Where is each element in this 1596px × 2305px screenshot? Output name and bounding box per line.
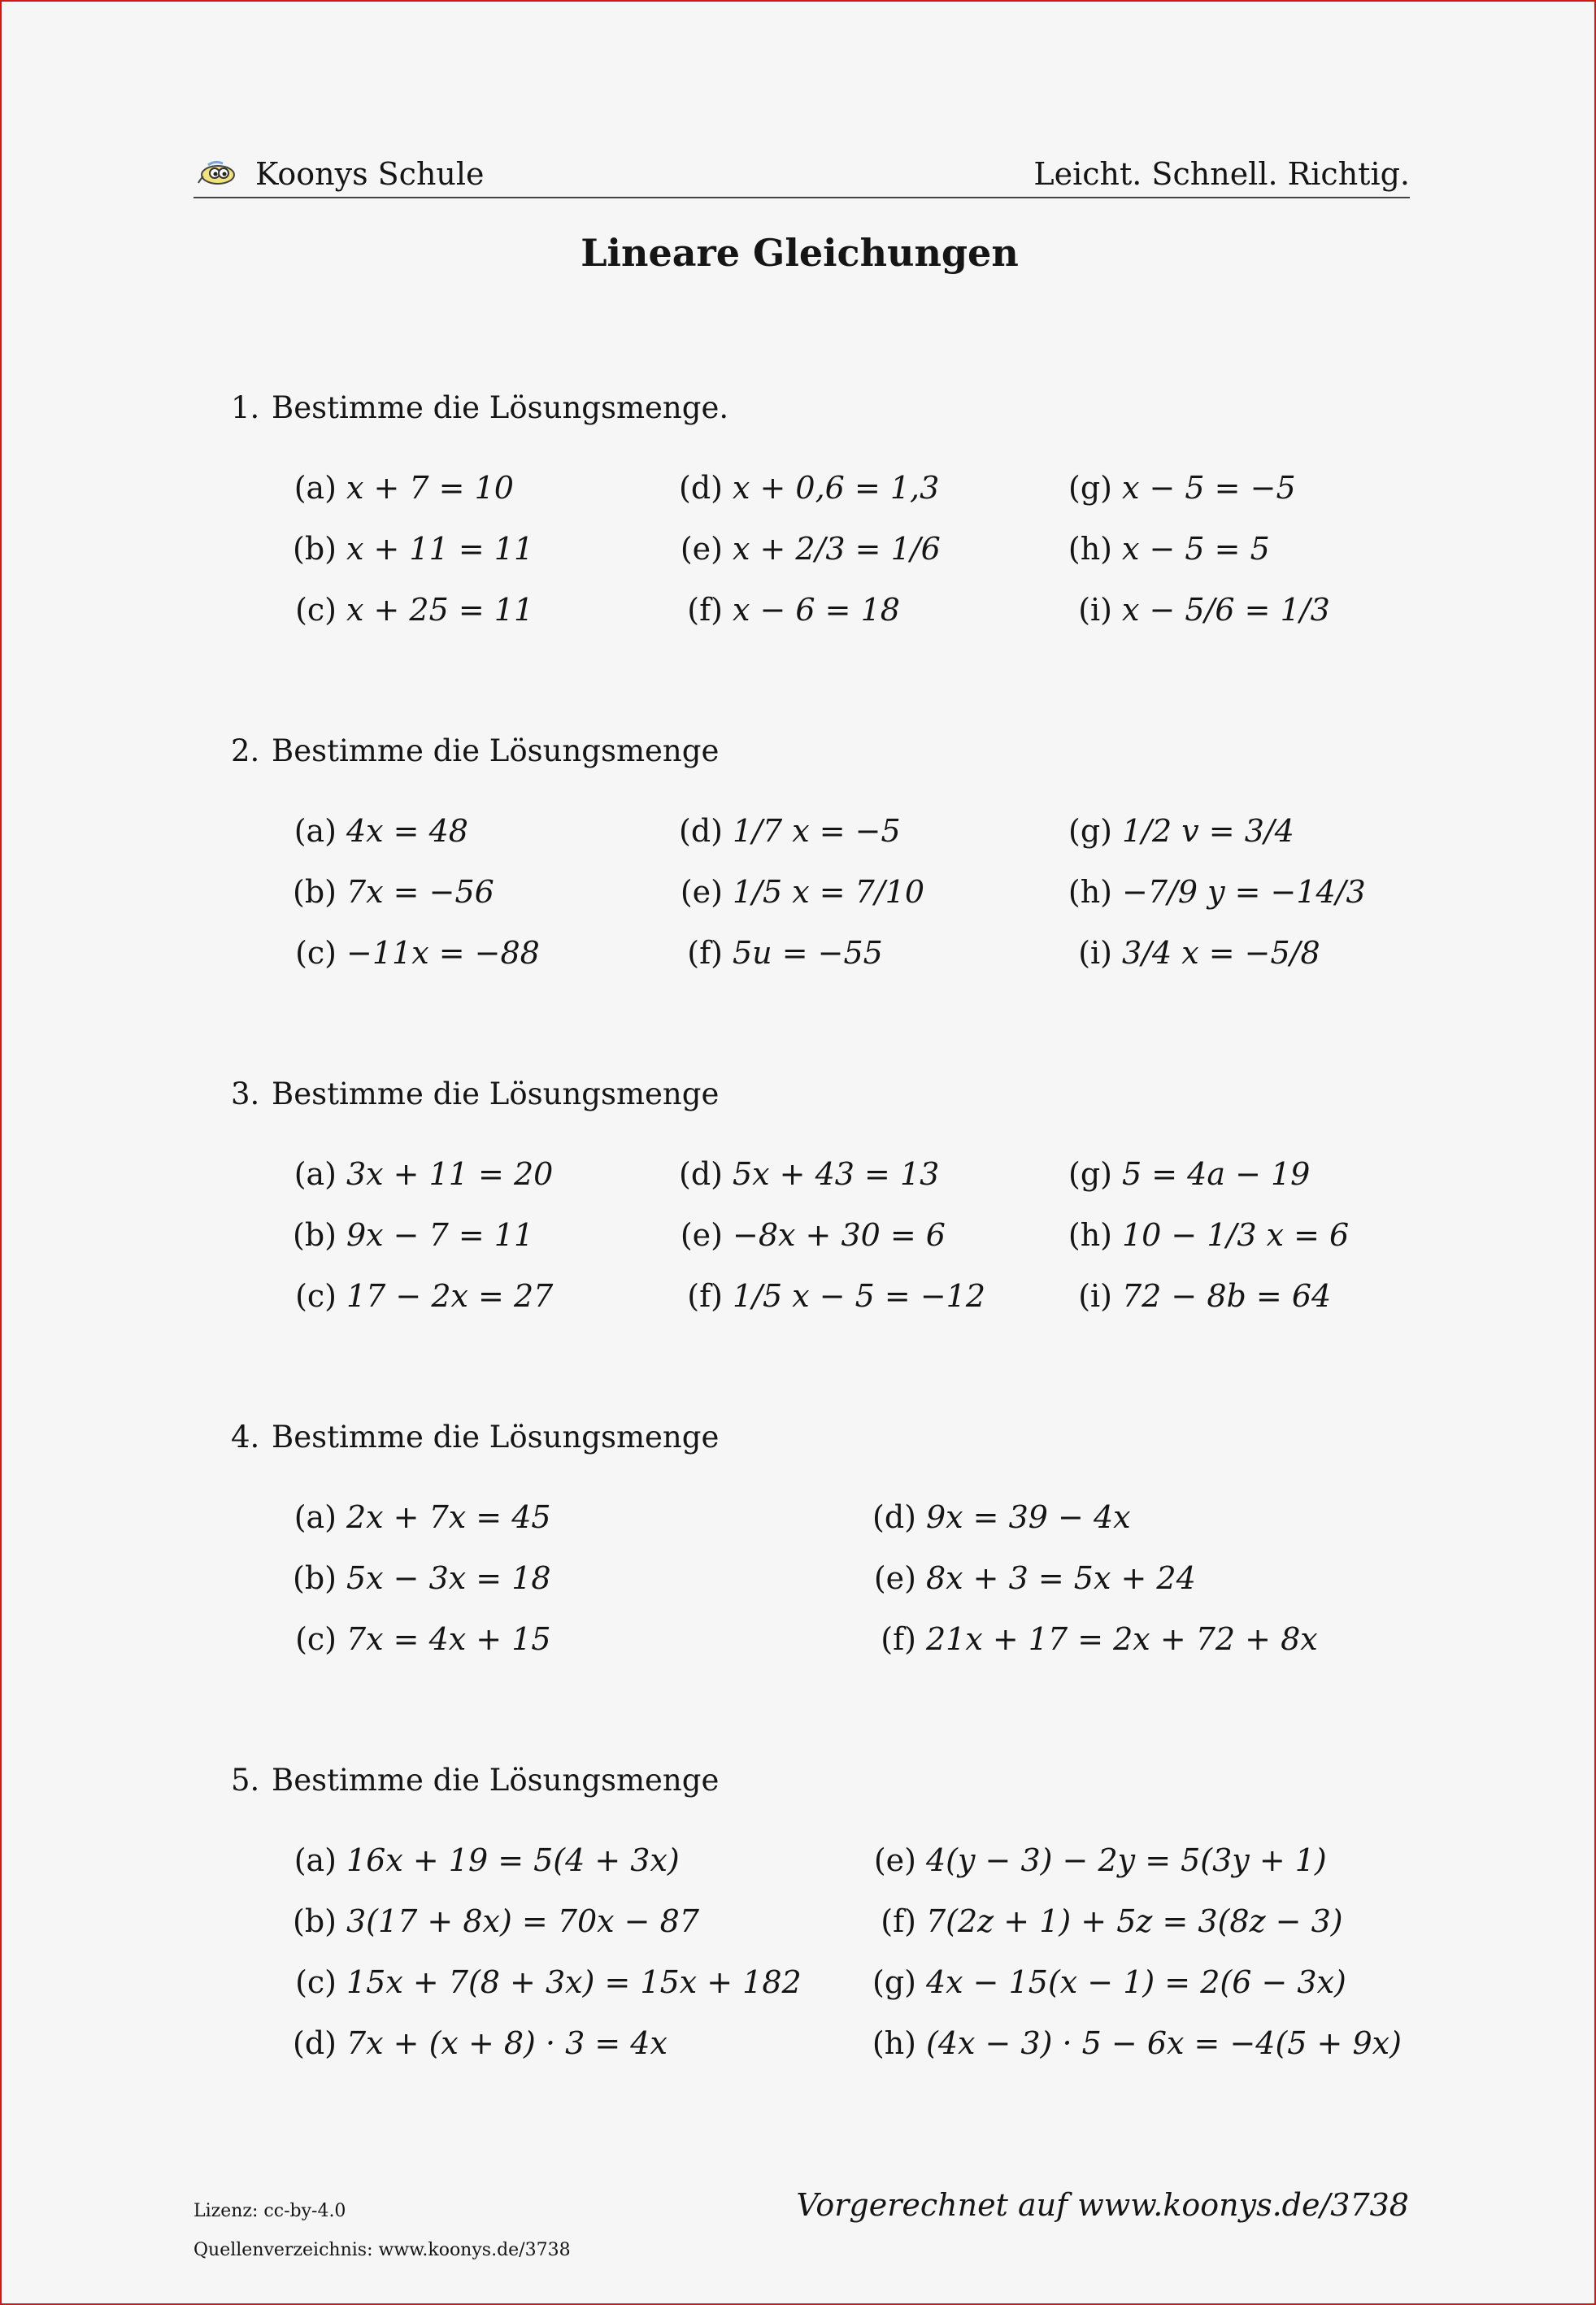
item-label: (b) [293, 1903, 337, 1939]
header-slogan: Leicht. Schnell. Richtig. [1033, 156, 1410, 192]
exercise-text: Bestimme die Lösungsmenge [272, 1763, 720, 1798]
exercise-text: Bestimme die Lösungsmenge. [272, 390, 729, 425]
equation: 9x − 7 = 11 [346, 1217, 534, 1253]
exercise-prompt [231, 1420, 1450, 1468]
equation-item [281, 1156, 553, 1192]
equation: 5x + 43 = 13 [733, 1156, 940, 1192]
equation: x − 5/6 = 1/3 [1122, 592, 1330, 628]
equation-grid [231, 813, 1450, 996]
equation-item [861, 1621, 1318, 1657]
item-label: (f) [881, 1621, 916, 1657]
brand-name: Koonys Schule [255, 156, 485, 192]
equation-item [668, 935, 883, 971]
item-label: (i) [1078, 1278, 1112, 1314]
equation-item [861, 1964, 1346, 2000]
item-label: (e) [680, 531, 723, 567]
exercise-text: Bestimme die Lösungsmenge [272, 1076, 720, 1111]
equation: 17 − 2x = 27 [346, 1278, 554, 1314]
equation: 15x + 7(8 + 3x) = 15x + 182 [346, 1964, 802, 2000]
exercise-4 [231, 1420, 1450, 1682]
equation-grid [231, 1156, 1450, 1339]
equation: 7x + (x + 8) · 3 = 4x [346, 2025, 668, 2061]
item-label: (a) [294, 813, 337, 849]
equation-item [281, 935, 540, 971]
exercise-text: Bestimme die Lösungsmenge [272, 1420, 720, 1455]
item-label: (a) [294, 1499, 337, 1535]
equation-item [281, 1560, 551, 1596]
equation-item [668, 1156, 939, 1192]
equation-item [281, 531, 533, 567]
equation-item [281, 592, 533, 628]
item-label: (c) [295, 592, 337, 628]
exercise-3 [231, 1076, 1450, 1339]
equation-item [1057, 935, 1320, 971]
equation-item [1057, 1278, 1331, 1314]
item-label: (e) [873, 1560, 916, 1596]
equation: 21x + 17 = 2x + 72 + 8x [926, 1621, 1318, 1657]
item-label: (a) [294, 470, 337, 506]
item-label: (g) [1068, 1156, 1112, 1192]
equation-item [281, 1278, 553, 1314]
exercise-1 [231, 390, 1450, 653]
equation: 4x = 48 [346, 813, 468, 849]
item-label: (g) [1068, 470, 1112, 506]
item-label: (g) [872, 1964, 916, 2000]
exercise-prompt [231, 1076, 1450, 1125]
equation: 7x = 4x + 15 [346, 1621, 551, 1657]
item-label: (b) [293, 1217, 337, 1253]
equation-item [668, 1217, 946, 1253]
exercise-2 [231, 733, 1450, 996]
item-label: (h) [1068, 874, 1112, 910]
item-label: (d) [872, 1499, 916, 1535]
item-label: (f) [687, 935, 723, 971]
equation-item [668, 531, 941, 567]
exercise-prompt [231, 390, 1450, 439]
item-label: (i) [1078, 592, 1112, 628]
item-label: (d) [679, 1156, 723, 1192]
item-label: (d) [679, 813, 723, 849]
equation-item [281, 1499, 551, 1535]
exercise-prompt [231, 733, 1450, 782]
item-label: (f) [687, 592, 723, 628]
item-label: (c) [295, 935, 337, 971]
equation-item [861, 2025, 1402, 2061]
equation-item [668, 813, 901, 849]
item-label: (h) [1068, 531, 1112, 567]
equation-item [281, 1903, 699, 1939]
item-label: (a) [294, 1156, 337, 1192]
equation: x + 2/3 = 1/6 [733, 531, 941, 567]
exercise-number: 2. [231, 733, 260, 768]
equation-item [668, 1278, 985, 1314]
equation-grid [231, 1499, 1450, 1682]
page-header [194, 153, 1410, 198]
equation-item [1057, 592, 1330, 628]
equation-item [1057, 470, 1296, 506]
equation: 4x − 15(x − 1) = 2(6 − 3x) [926, 1964, 1346, 2000]
equation-item [281, 874, 494, 910]
equation: 1/2 v = 3/4 [1122, 813, 1294, 849]
equation: 3x + 11 = 20 [346, 1156, 554, 1192]
license-text: Lizenz: cc-by-4.0 [194, 2201, 346, 2221]
equation: 72 − 8b = 64 [1122, 1278, 1332, 1314]
equation: 7x = −56 [346, 874, 494, 910]
item-label: (e) [873, 1842, 916, 1878]
exercise-number: 4. [231, 1420, 260, 1455]
equation: 4(y − 3) − 2y = 5(3y + 1) [926, 1842, 1327, 1878]
equation: −7/9 y = −14/3 [1122, 874, 1366, 910]
equation-item [668, 874, 924, 910]
equation-item [861, 1560, 1196, 1596]
exercise-prompt [231, 1763, 1450, 1811]
equation-item [668, 470, 939, 506]
equation: x + 7 = 10 [346, 470, 514, 506]
equation: x + 25 = 11 [346, 592, 534, 628]
sources-text: Quellenverzeichnis: www.koonys.de/3738 [194, 2240, 571, 2260]
equation-item [281, 1964, 802, 2000]
item-label: (b) [293, 874, 337, 910]
equation: 10 − 1/3 x = 6 [1122, 1217, 1350, 1253]
item-label: (b) [293, 1560, 337, 1596]
item-label: (e) [680, 1217, 723, 1253]
equation: x − 5 = −5 [1122, 470, 1296, 506]
solutions-link[interactable]: Vorgerechnet auf www.koonys.de/3738 [796, 2187, 1409, 2223]
equation: x + 11 = 11 [346, 531, 534, 567]
equation: 2x + 7x = 45 [346, 1499, 551, 1535]
equation-item [281, 1217, 533, 1253]
exercise-number: 3. [231, 1076, 260, 1111]
exercise-number: 5. [231, 1763, 260, 1798]
equation-item [861, 1499, 1131, 1535]
exercise-number: 1. [231, 390, 260, 425]
item-label: (g) [1068, 813, 1112, 849]
equation: 3/4 x = −5/8 [1122, 935, 1320, 971]
exercise-text: Bestimme die Lösungsmenge [272, 733, 720, 768]
equation: (4x − 3) · 5 − 6x = −4(5 + 9x) [926, 2025, 1402, 2061]
equation-grid [231, 470, 1450, 653]
equation: x − 5 = 5 [1122, 531, 1270, 567]
item-label: (c) [295, 1964, 337, 2000]
item-label: (c) [295, 1621, 337, 1657]
item-label: (f) [881, 1903, 916, 1939]
equation: 5x − 3x = 18 [346, 1560, 551, 1596]
equation: 1/5 x = 7/10 [733, 874, 924, 910]
equation: −11x = −88 [346, 935, 540, 971]
equation-item [668, 592, 900, 628]
exercise-5 [231, 1763, 1450, 2086]
equation-item [281, 1842, 680, 1878]
equation: −8x + 30 = 6 [733, 1217, 946, 1253]
equation-item [281, 813, 468, 849]
equation: 5u = −55 [733, 935, 883, 971]
equation: 1/5 x − 5 = −12 [733, 1278, 986, 1314]
item-label: (f) [687, 1278, 723, 1314]
item-label: (d) [293, 2025, 337, 2061]
equation-item [1057, 1217, 1349, 1253]
item-label: (h) [872, 2025, 916, 2061]
equation-item [1057, 874, 1366, 910]
equation: 5 = 4a − 19 [1122, 1156, 1311, 1192]
item-label: (i) [1078, 935, 1112, 971]
equation: 3(17 + 8x) = 70x − 87 [346, 1903, 699, 1939]
item-label: (b) [293, 531, 337, 567]
equation-item [1057, 531, 1270, 567]
equation: 9x = 39 − 4x [926, 1499, 1131, 1535]
item-label: (e) [680, 874, 723, 910]
equation: x + 0,6 = 1,3 [733, 470, 940, 506]
item-label: (c) [295, 1278, 337, 1314]
item-label: (d) [679, 470, 723, 506]
item-label: (h) [1068, 1217, 1112, 1253]
equation-item [861, 1903, 1343, 1939]
equation-grid [231, 1842, 1450, 2086]
equation: x − 6 = 18 [733, 592, 900, 628]
equation-item [281, 470, 514, 506]
equation: 7(2z + 1) + 5z = 3(8z − 3) [926, 1903, 1343, 1939]
equation: 8x + 3 = 5x + 24 [926, 1560, 1196, 1596]
equation-item [861, 1842, 1327, 1878]
equation-item [281, 1621, 551, 1657]
equation: 16x + 19 = 5(4 + 3x) [346, 1842, 680, 1878]
item-label: (a) [294, 1842, 337, 1878]
page-title: Lineare Gleichungen [581, 231, 1019, 275]
koonys-logo-icon [197, 158, 237, 194]
equation: 1/7 x = −5 [733, 813, 901, 849]
equation-item [281, 2025, 668, 2061]
equation-item [1057, 1156, 1310, 1192]
equation-item [1057, 813, 1294, 849]
